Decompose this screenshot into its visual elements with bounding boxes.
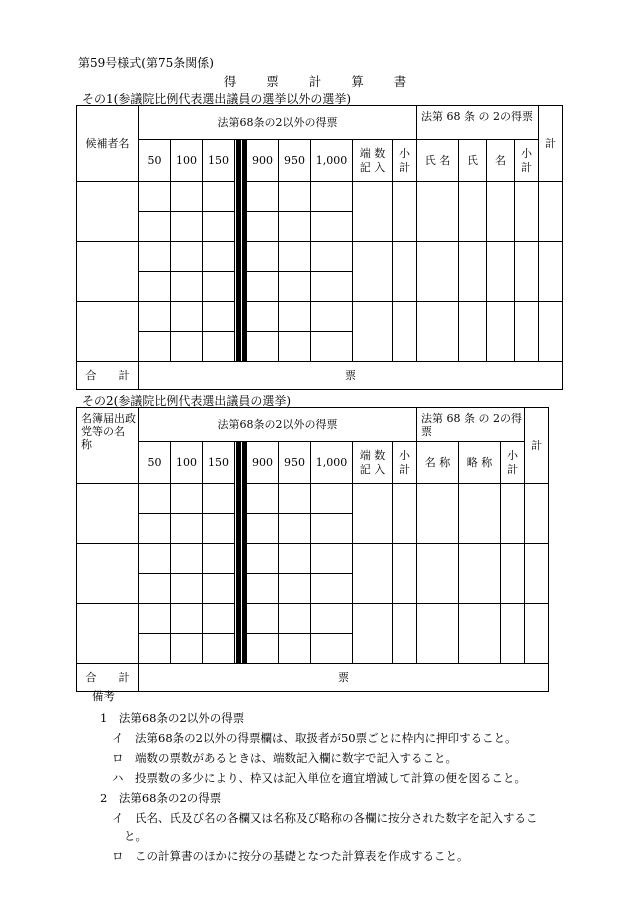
count-900: 900: [247, 442, 279, 484]
note-1-ha: ハ 投票数の多少により、枠又は記入単位を適宜増減して計算の便を図ること。: [112, 771, 526, 785]
party-full-name-header: 名 称: [417, 442, 459, 484]
sum-label: 合 計: [77, 664, 139, 692]
art68-header: 法第 68 条 の 2の得票: [417, 106, 539, 140]
form-number: 第59号様式(第75条関係): [78, 56, 214, 70]
entry-cell[interactable]: [77, 604, 139, 664]
fraction-entry-header: 端 数 記 入: [353, 140, 393, 182]
note-1-i: イ 法第68条の2以外の得票欄は、取扱者が50票ごとに枠内に押印すること。: [112, 731, 517, 745]
art68-header: 法第 68 条 の 2の得票: [417, 408, 525, 442]
count-150: 150: [203, 140, 235, 182]
count-900: 900: [247, 140, 279, 182]
given-name-header: 名: [487, 140, 515, 182]
note-1-ro: ロ 端数の票数があるときは、端数記入欄に数字で記入すること。: [112, 751, 457, 765]
party-name-header: 名簿届出政党等の名 称: [77, 408, 139, 484]
fraction-entry-header: 端 数 記 入: [353, 442, 393, 484]
full-name-header: 氏 名: [417, 140, 459, 182]
count-1000: 1,000: [311, 442, 353, 484]
note-section-1-title: 1 法第68条の2以外の得票: [100, 711, 245, 725]
total-header: 計: [525, 408, 549, 484]
count-950: 950: [279, 140, 311, 182]
candidate-name-header: 候補者名: [77, 106, 139, 182]
note-2-i-line2: と。: [124, 829, 147, 843]
total-header: 計: [539, 106, 563, 182]
subtotal-header: 小 計: [393, 442, 417, 484]
count-950: 950: [279, 442, 311, 484]
note-2-i-line1: イ 氏名、氏及び名の各欄又は名称及び略称の各欄に按分された数字を記入するこ: [112, 811, 538, 825]
entry-cell[interactable]: [77, 242, 139, 302]
sum-votes-cell: 票: [139, 362, 563, 390]
notes-heading: 備考: [92, 689, 115, 703]
note-section-2-title: 2 法第68条の2の得票: [100, 791, 222, 805]
entry-cell[interactable]: [77, 544, 139, 604]
art68-other-header: 法第68条の2以外の得票: [139, 106, 417, 140]
count-1000: 1,000: [311, 140, 353, 182]
count-150: 150: [203, 442, 235, 484]
count-50: 50: [139, 140, 171, 182]
sum-votes-cell: 票: [139, 664, 549, 692]
subtotal2-header: 小 計: [515, 140, 539, 182]
part1-subtitle: その1(参議院比例代表選出議員の選挙以外の選挙): [82, 92, 351, 106]
subtotal2-header: 小 計: [501, 442, 525, 484]
sum-label: 合 計: [77, 362, 139, 390]
subtotal-header: 小 計: [393, 140, 417, 182]
art68-other-header: 法第68条の2以外の得票: [139, 408, 417, 442]
entry-cell[interactable]: [77, 302, 139, 362]
count-50: 50: [139, 442, 171, 484]
document-title: 得票計算書: [223, 74, 437, 89]
tally-table-part1: [76, 105, 563, 390]
entry-cell[interactable]: [77, 182, 139, 242]
part2-subtitle: その2(参議院比例代表選出議員の選挙): [82, 394, 291, 408]
party-abbrev-header: 略 称: [459, 442, 501, 484]
note-2-ro: ロ この計算書のほかに按分の基礎となつた計算表を作成すること。: [112, 849, 469, 863]
surname-header: 氏: [459, 140, 487, 182]
count-100: 100: [171, 140, 203, 182]
tally-table-part2: [76, 407, 549, 692]
count-100: 100: [171, 442, 203, 484]
entry-cell[interactable]: [77, 484, 139, 544]
